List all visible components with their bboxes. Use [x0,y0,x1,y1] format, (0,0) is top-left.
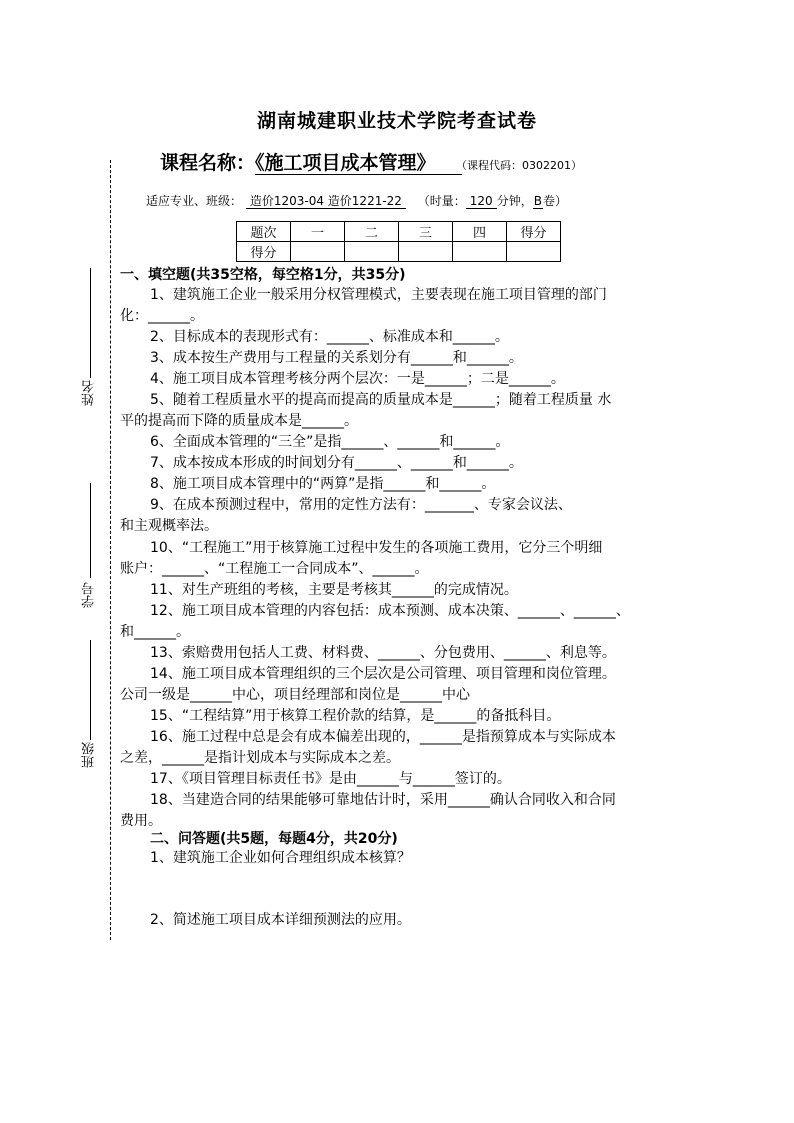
question-line: 6、全面成本管理的“三全”是指______、______和______。 [150,434,510,450]
question-line: 11、对生产班组的考核，主要是考核其______的完成情况。 [150,582,518,598]
score-cell: 二 [345,222,399,242]
side-label-name: 姓名 [82,380,97,406]
course-line [160,148,582,175]
side-label-student-id: 学号 [82,582,97,608]
question-line: 化：______。 [120,308,204,324]
question-line: 15、“工程结算”用于核算工程价款的结算，是______的备抵科目。 [150,708,561,724]
score-empty-cell [399,242,453,262]
question-line: 16、施工过程中总是会有成本偏差出现的，______是指预算成本与实际成本 [150,729,616,745]
score-empty-cell [291,242,345,262]
question-line: 费用。 [120,813,162,829]
question-line: 和______。 [120,624,190,640]
question-line: 17、《项目管理目标责任书》是由______与______签订的。 [150,771,511,787]
question-line: 和主观概率法。 [120,518,218,534]
score-cell: 三 [399,222,453,242]
section1-title: 一、填空题(共35空格，每空格1分，共35分) [120,267,406,283]
question-line: 2、目标成本的表现形式有：______、标准成本和______。 [150,329,509,345]
info-time: 120 [466,194,497,209]
question-line: 18、当建造合同的结果能够可靠地估计时，采用______确认合同收入和合同 [150,792,616,808]
course-label: 课程名称： [160,152,256,174]
question-line: 4、施工项目成本管理考核分两个层次：一是______；二是______。 [150,371,565,387]
question-line: 7、成本按成本形成的时间划分有______、______和______。 [150,455,523,471]
info-paper-suffix: 卷） [542,194,567,208]
info-prefix: 适应专业、班级： [146,194,243,208]
score-empty-cell [453,242,507,262]
info-paper: B [533,194,542,208]
score-cell: 一 [291,222,345,242]
name-underline [90,268,91,378]
score-cell: 题次 [237,222,291,242]
question-line: 10、“工程施工”用于核算施工过程中发生的各项施工费用，它分三个明细 [150,540,603,556]
question-line: 1、建筑施工企业如何合理组织成本核算？ [150,850,411,866]
section2-title: 二、问答题(共5题，每题4分，共20分) [150,831,398,847]
score-cell: 四 [453,222,507,242]
question-line: 14、施工项目成本管理组织的三个层次是公司管理、项目管理和岗位管理。 [150,666,616,682]
class-info-line [146,192,567,209]
score-empty-cell [345,242,399,262]
course-name: 《施工项目成本管理》 [255,152,462,175]
binding-dashed-line [110,160,111,940]
score-table [236,221,561,262]
question-line: 之差，______是指计划成本与实际成本之差。 [120,750,400,766]
question-line: 8、施工项目成本管理中的“两算”是指______和______。 [150,476,496,492]
course-code: （课程代码：0302201） [461,159,583,172]
info-time-suffix: 分钟， [496,194,533,208]
question-line: 13、索赔费用包括人工费、材料费、______、分包费用、______、利息等。 [150,645,616,661]
score-empty-cell [507,242,561,262]
question-line: 1、建筑施工企业一般采用分权管理模式，主要表现在施工项目管理的部门 [150,287,607,303]
side-label-class: 班级 [82,742,97,768]
score-cell: 得分 [507,222,561,242]
info-class: 造价1203-04 造价1221-22 [246,194,406,209]
info-time-prefix: （时量： [417,194,466,208]
score-cell: 得分 [237,242,291,262]
question-line: 平的提高而下降的质量成本是______。 [120,413,358,429]
score-table-header-row [237,222,561,242]
class-underline [90,640,91,740]
question-line: 2、简述施工项目成本详细预测法的应用。 [150,912,411,928]
question-line: 公司一级是______中心，项目经理部和岗位是______中心 [120,687,470,703]
student-id-underline [90,483,91,578]
question-line: 5、随着工程质量水平的提高而提高的质量成本是______；随着工程质量 水 [150,392,612,408]
question-line: 3、成本按生产费用与工程量的关系划分有______和______。 [150,350,523,366]
exam-title: 湖南城建职业技术学院考查试卷 [256,110,537,132]
score-table-score-row [237,242,561,262]
question-line: 账户：______、“工程施工一合同成本”、______。 [120,561,429,577]
question-line: 12、施工项目成本管理的内容包括：成本预测、成本决策、______、______、 [150,603,630,619]
question-line: 9、在成本预测过程中，常用的定性方法有：_______、专家会议法、 [150,497,572,513]
